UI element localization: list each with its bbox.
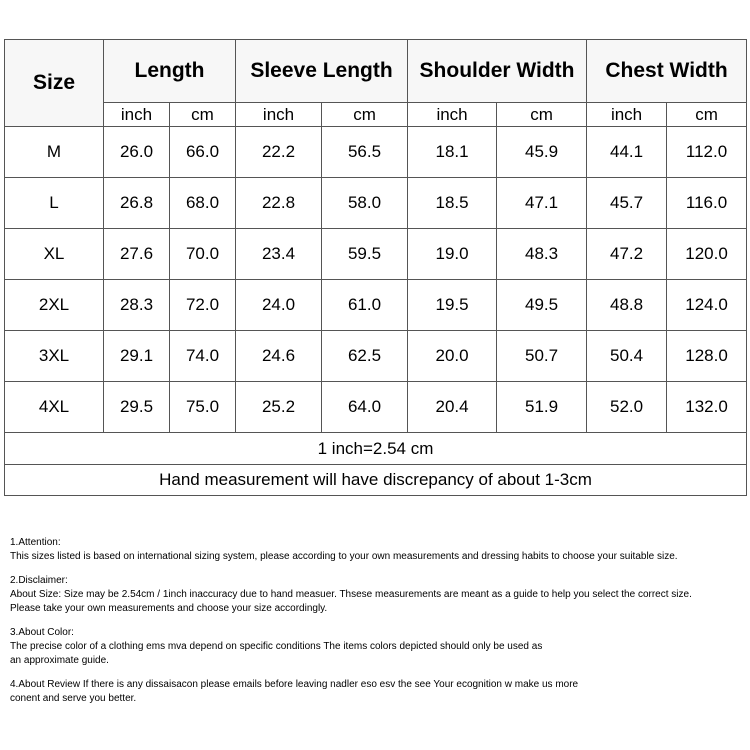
size-rows [5,127,747,433]
measurement-cell: 72.0 [170,280,236,331]
measurement-cell: 20.0 [408,331,497,382]
measurement-cell: 47.2 [587,229,667,280]
size-cell: M [5,127,104,178]
disclaimer-line-1: About Size: Size may be 2.54cm / 1inch inaccuracy due to hand measuer. Thsese measurements are meant as a guide to help you select the correct size. [10,589,692,600]
measurement-cell: 24.0 [236,280,322,331]
table-row [5,127,747,178]
measurement-cell: 128.0 [667,331,747,382]
notes-section [10,536,745,706]
measurement-cell: 22.2 [236,127,322,178]
color-line-1: The precise color of a clothing ems mva depend on specific conditions The items colors depicted should only be used as [10,641,543,652]
disclaimer-title: 2.Disclaimer: [10,575,68,586]
measurement-cell: 19.5 [408,280,497,331]
unit-inch: inch [104,103,170,127]
measurement-cell: 29.5 [104,382,170,433]
measurement-cell: 29.1 [104,331,170,382]
attention-title: 1.Attention: [10,537,61,548]
measurement-cell: 51.9 [497,382,587,433]
color-title: 3.About Color: [10,627,74,638]
conversion-note: 1 inch=2.54 cm [5,433,747,465]
measurement-cell: 44.1 [587,127,667,178]
header-length: Length [104,40,236,103]
size-cell: 3XL [5,331,104,382]
table-row [5,280,747,331]
measurement-cell: 19.0 [408,229,497,280]
measurement-cell: 49.5 [497,280,587,331]
size-cell: 2XL [5,280,104,331]
unit-cm: cm [170,103,236,127]
measurement-cell: 66.0 [170,127,236,178]
review-line-2: conent and serve you better. [10,693,137,704]
measurement-cell: 120.0 [667,229,747,280]
measurement-cell: 64.0 [322,382,408,433]
measurement-cell: 61.0 [322,280,408,331]
table-row [5,229,747,280]
measurement-cell: 25.2 [236,382,322,433]
table-row [5,178,747,229]
unit-cm: cm [667,103,747,127]
measurement-cell: 27.6 [104,229,170,280]
measurement-cell: 56.5 [322,127,408,178]
measurement-cell: 28.3 [104,280,170,331]
measurement-cell: 58.0 [322,178,408,229]
size-cell: 4XL [5,382,104,433]
review-line-1: 4.About Review If there is any dissaisacon please emails before leaving nadler eso esv the see Your ecognition w make us more [10,679,579,690]
measurement-cell: 62.5 [322,331,408,382]
header-chest-width: Chest Width [587,40,747,103]
measurement-cell: 59.5 [322,229,408,280]
measurement-cell: 18.5 [408,178,497,229]
table-row [5,382,747,433]
unit-cm: cm [322,103,408,127]
measurement-cell: 47.1 [497,178,587,229]
attention-text: This sizes listed is based on international sizing system, please according to your own measurements and dressing habits to choose your suitable size. [10,551,678,562]
measurement-cell: 48.3 [497,229,587,280]
header-shoulder-width: Shoulder Width [408,40,587,103]
header-size: Size [5,40,104,127]
measurement-cell: 45.9 [497,127,587,178]
measurement-cell: 50.4 [587,331,667,382]
unit-inch: inch [408,103,497,127]
measurement-note: Hand measurement will have discrepancy of about 1-3cm [5,465,747,496]
measurement-cell: 52.0 [587,382,667,433]
size-cell: XL [5,229,104,280]
measurement-cell: 75.0 [170,382,236,433]
measurement-cell: 70.0 [170,229,236,280]
measurement-cell: 112.0 [667,127,747,178]
measurement-cell: 18.1 [408,127,497,178]
measurement-cell: 26.8 [104,178,170,229]
measurement-cell: 124.0 [667,280,747,331]
header-sleeve-length: Sleeve Length [236,40,408,103]
measurement-cell: 50.7 [497,331,587,382]
measurement-cell: 26.0 [104,127,170,178]
measurement-cell: 45.7 [587,178,667,229]
measurement-cell: 68.0 [170,178,236,229]
unit-cm: cm [497,103,587,127]
measurement-cell: 48.8 [587,280,667,331]
measurement-cell: 22.8 [236,178,322,229]
size-cell: L [5,178,104,229]
measurement-cell: 132.0 [667,382,747,433]
table-row [5,331,747,382]
size-chart-table [4,39,747,496]
unit-inch: inch [236,103,322,127]
measurement-cell: 116.0 [667,178,747,229]
unit-inch: inch [587,103,667,127]
measurement-cell: 20.4 [408,382,497,433]
measurement-cell: 23.4 [236,229,322,280]
color-line-2: an approximate guide. [10,655,109,666]
measurement-cell: 24.6 [236,331,322,382]
measurement-cell: 74.0 [170,331,236,382]
disclaimer-line-2: Please take your own measurements and choose your size accordingly. [10,603,328,614]
